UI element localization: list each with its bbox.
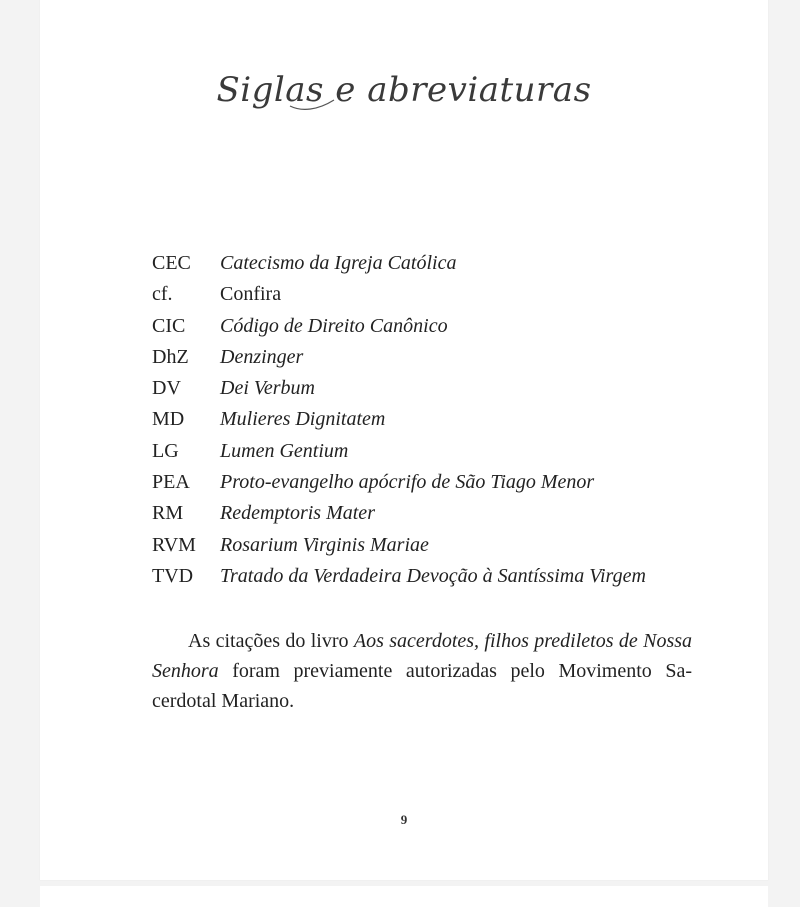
note-suffix: foram previamente autorizadas pelo Movimento Sacerdotal Mariano. xyxy=(152,660,692,712)
note-prefix: As citações do livro xyxy=(188,630,354,652)
abbreviation-meaning: Catecismo da Igreja Católica xyxy=(220,252,457,274)
abbreviation-row xyxy=(152,467,646,498)
abbreviation-meaning: Redemptoris Mater xyxy=(220,502,375,525)
abbreviation-code: TVD xyxy=(152,564,194,587)
abbreviation-row xyxy=(152,279,646,310)
abbreviation-code: RVM xyxy=(152,533,196,556)
abbreviation-list xyxy=(152,248,646,592)
abbreviation-code: PEA xyxy=(152,471,190,494)
note-book-title: Aos sacerdotes, filhos prediletos de Nossa Senhora xyxy=(152,630,693,682)
abbreviation-code: RM xyxy=(152,502,184,525)
abbreviation-row xyxy=(152,248,646,279)
abbreviation-meaning: Código de Direito Canônico xyxy=(220,314,448,337)
abbreviation-meaning: Rosarium Virginis Mariae xyxy=(220,533,429,556)
abbreviation-meaning: Mulieres Dignitatem xyxy=(220,408,386,431)
abbreviation-row xyxy=(152,404,646,435)
abbreviation-meaning: Denzinger xyxy=(220,345,304,368)
page-title: Siglas e abreviaturas xyxy=(216,70,592,110)
abbreviation-row xyxy=(152,561,646,592)
citation-note xyxy=(152,626,692,716)
abbreviation-meaning: Tratado da Verdadeira Devoção à Santíssima Virgem xyxy=(220,564,646,587)
abbreviation-row xyxy=(152,342,646,373)
abbreviation-code: DV xyxy=(152,377,181,400)
abbreviation-code: CIC xyxy=(152,314,186,337)
abbreviation-code: CEC xyxy=(152,252,191,274)
abbreviation-code: LG xyxy=(152,439,179,462)
abbreviation-meaning: Lumen Gentium xyxy=(220,439,349,462)
abbreviation-meaning: Proto-evangelho apócrifo de São Tiago Menor xyxy=(220,471,595,494)
abbreviation-row xyxy=(152,530,646,561)
abbreviation-meaning: Confira xyxy=(220,283,282,306)
abbreviation-row xyxy=(152,436,646,467)
abbreviation-meaning: Dei Verbum xyxy=(220,377,315,400)
next-page-edge xyxy=(40,886,768,907)
abbreviation-row xyxy=(152,311,646,342)
abbreviation-code: cf. xyxy=(152,283,173,306)
abbreviation-code: DhZ xyxy=(152,345,189,368)
abbreviation-code: MD xyxy=(152,408,185,431)
abbreviation-row xyxy=(152,498,646,529)
book-page xyxy=(40,0,768,880)
page-number: 9 xyxy=(400,812,408,827)
abbreviation-row xyxy=(152,373,646,404)
